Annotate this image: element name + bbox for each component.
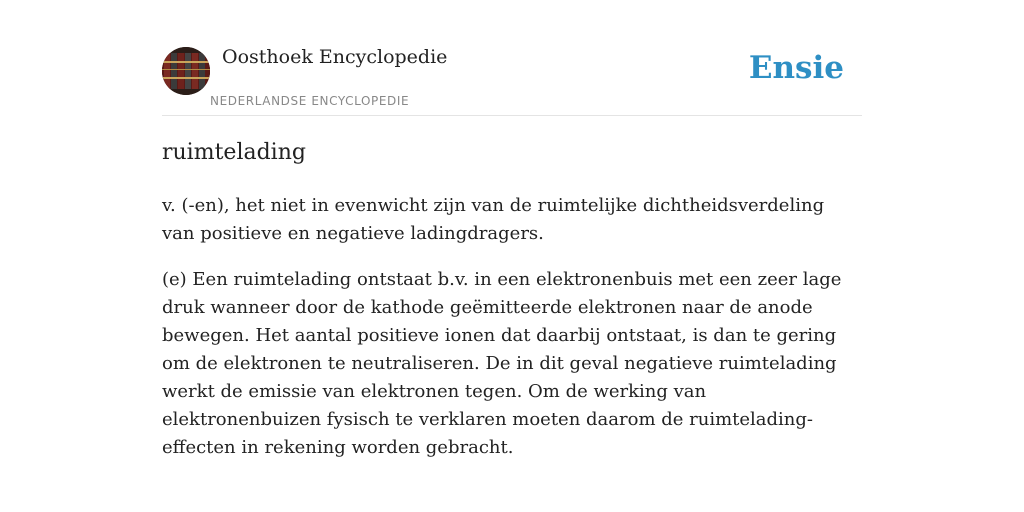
site-subtitle: NEDERLANDSE ENCYCLOPEDIE [210,94,410,108]
article-title: ruimtelading [162,140,306,165]
site-header [162,0,862,116]
site-name[interactable]: Oosthoek Encyclopedie [222,46,448,68]
book-spines-icon[interactable] [162,47,210,95]
article-paragraph-definition: v. (-en), het niet in evenwicht zijn van de ruimtelijke dichtheidsverdeling van positieve en negatieve ladingdragers. [162,195,825,244]
article-body [162,192,862,480]
article-paragraph-explanation: (e) Een ruimtelading ontstaat b.v. in een elektronenbuis met een zeer lage druk wanneer door de kathode geëmitteerde elektronen naar de anode bewegen. Het aantal positieve ionen dat daarbij ontstaat, is dan te gering om de elektronen te neutraliseren. De in dit geval negatieve ruimtelading werkt de emissie van elektronen tegen. Om de werking van elektronenbuizen fysisch te verklaren moeten daarom de ruimtelading-effecten in rekening worden gebracht. [162,269,842,458]
brand-logo[interactable]: Ensie [748,50,844,86]
page-container [162,0,862,458]
